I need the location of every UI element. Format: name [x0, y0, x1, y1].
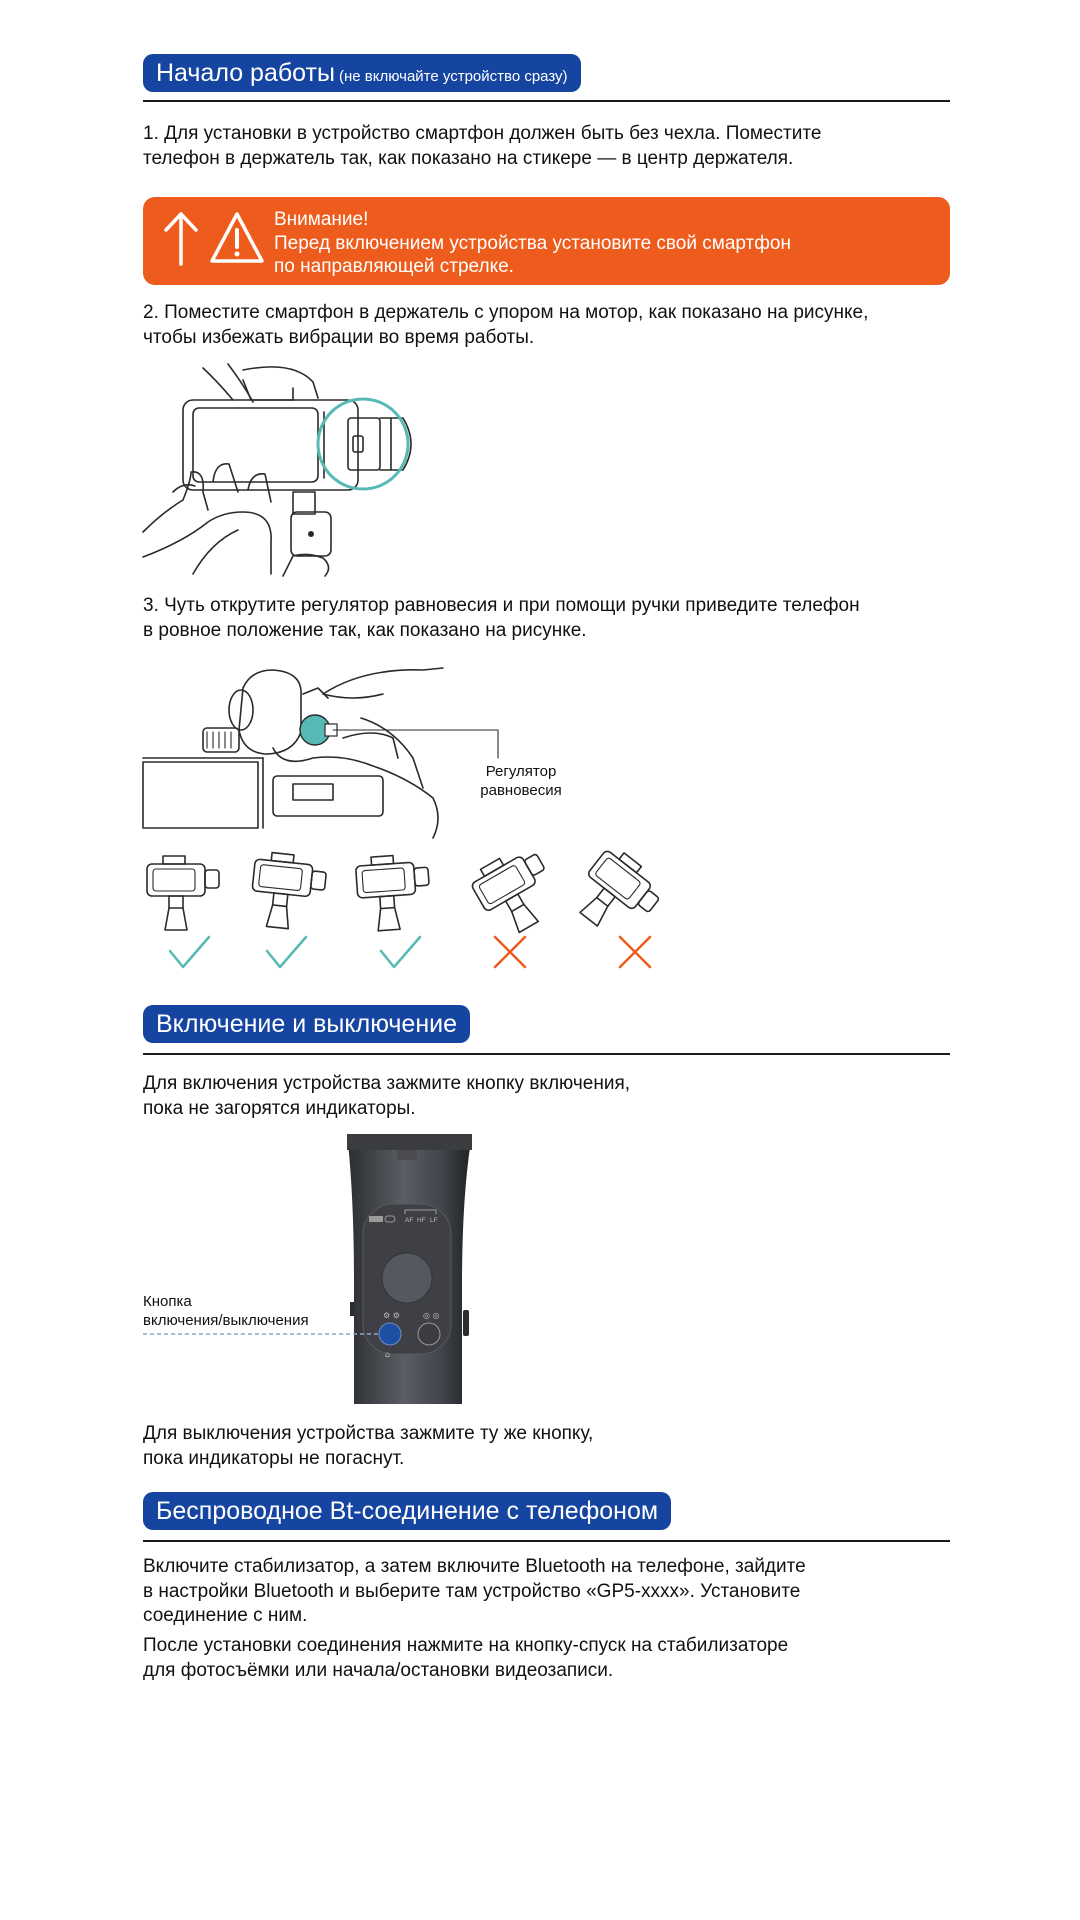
- step1-text: 1. Для установки в устройство смартфон должен быть без чехла. Поместите телефон в держатель так, как показано на стикере — в центр держателя.: [143, 123, 822, 169]
- balance-regulator-illustration: [143, 658, 583, 838]
- step2-text: 2. Поместите смартфон в держатель с упором на мотор, как показано на рисунке, чтобы избежать вибрации во время работы.: [143, 302, 869, 348]
- section-header-start: [143, 54, 950, 102]
- shutter-button[interactable]: [418, 1323, 440, 1345]
- section-title-bt: Беспроводное Bt-соединение с телефоном: [143, 1492, 671, 1530]
- section-title-power: Включение и выключение: [143, 1005, 470, 1043]
- check-icon: [170, 937, 209, 967]
- phone-position-samples: [143, 840, 603, 935]
- mode-label-hf: HF: [417, 1217, 426, 1224]
- position-sample: [248, 851, 327, 932]
- step3-text: 3. Чуть открутите регулятор равновесия и при помощи ручки приведите телефон в ровное положение так, как показано на рисунке.: [143, 595, 860, 641]
- mode-label-af: AF: [405, 1217, 414, 1224]
- section-title-start: Начало работы (не включайте устройство сразу): [143, 54, 581, 92]
- section-header-power: [143, 1005, 950, 1055]
- cross-icon: [495, 937, 525, 967]
- power-button-label: Кнопка включения/выключения: [143, 1293, 309, 1329]
- check-icon: [267, 937, 306, 967]
- bt-shutter-text: После установки соединения нажмите на кнопку-спуск на стабилизаторе для фотосъёмки или начала/остановки видеозаписи.: [143, 1635, 789, 1681]
- warning-triangle-icon: [209, 210, 269, 270]
- svg-text:◎ ◎: ◎ ◎: [423, 1311, 440, 1320]
- power-button-leader-line: [143, 1332, 393, 1336]
- section-header-bt: [143, 1492, 950, 1542]
- phone-in-holder-illustration: [143, 362, 443, 582]
- mode-label-lf: LF: [430, 1217, 438, 1224]
- bt-instructions-text: Включите стабилизатор, а затем включите Bluetooth на телефоне, зайдите в настройки Bluetooth и выберите там устройство «GP5-xxxx». Установите соединение с ним.: [143, 1556, 806, 1626]
- svg-text:⚙ ⚙: ⚙ ⚙: [383, 1311, 400, 1320]
- gimbal-handle-illustration: [337, 1134, 497, 1404]
- cross-icon: [620, 937, 650, 967]
- position-sample: [147, 856, 219, 930]
- position-marks: [143, 933, 603, 973]
- power-off-text: Для выключения устройства зажмите ту же кнопку, пока индикаторы не погаснут.: [143, 1423, 594, 1469]
- position-sample: [467, 841, 566, 941]
- power-on-text: Для включения устройства зажмите кнопку включения, пока не загорятся индикаторы.: [143, 1073, 631, 1119]
- warning-text: Внимание! Перед включением устройства установите свой смартфон по направляющей стрелке.: [274, 209, 791, 277]
- position-sample: [355, 853, 432, 932]
- warning-box: [143, 197, 950, 285]
- svg-text:⌂: ⌂: [385, 1350, 391, 1359]
- position-sample: [566, 843, 668, 946]
- check-icon: [381, 937, 420, 967]
- section-note: (не включайте устройство сразу): [338, 68, 568, 85]
- balance-regulator-label: Регулятор равновесия: [480, 763, 562, 799]
